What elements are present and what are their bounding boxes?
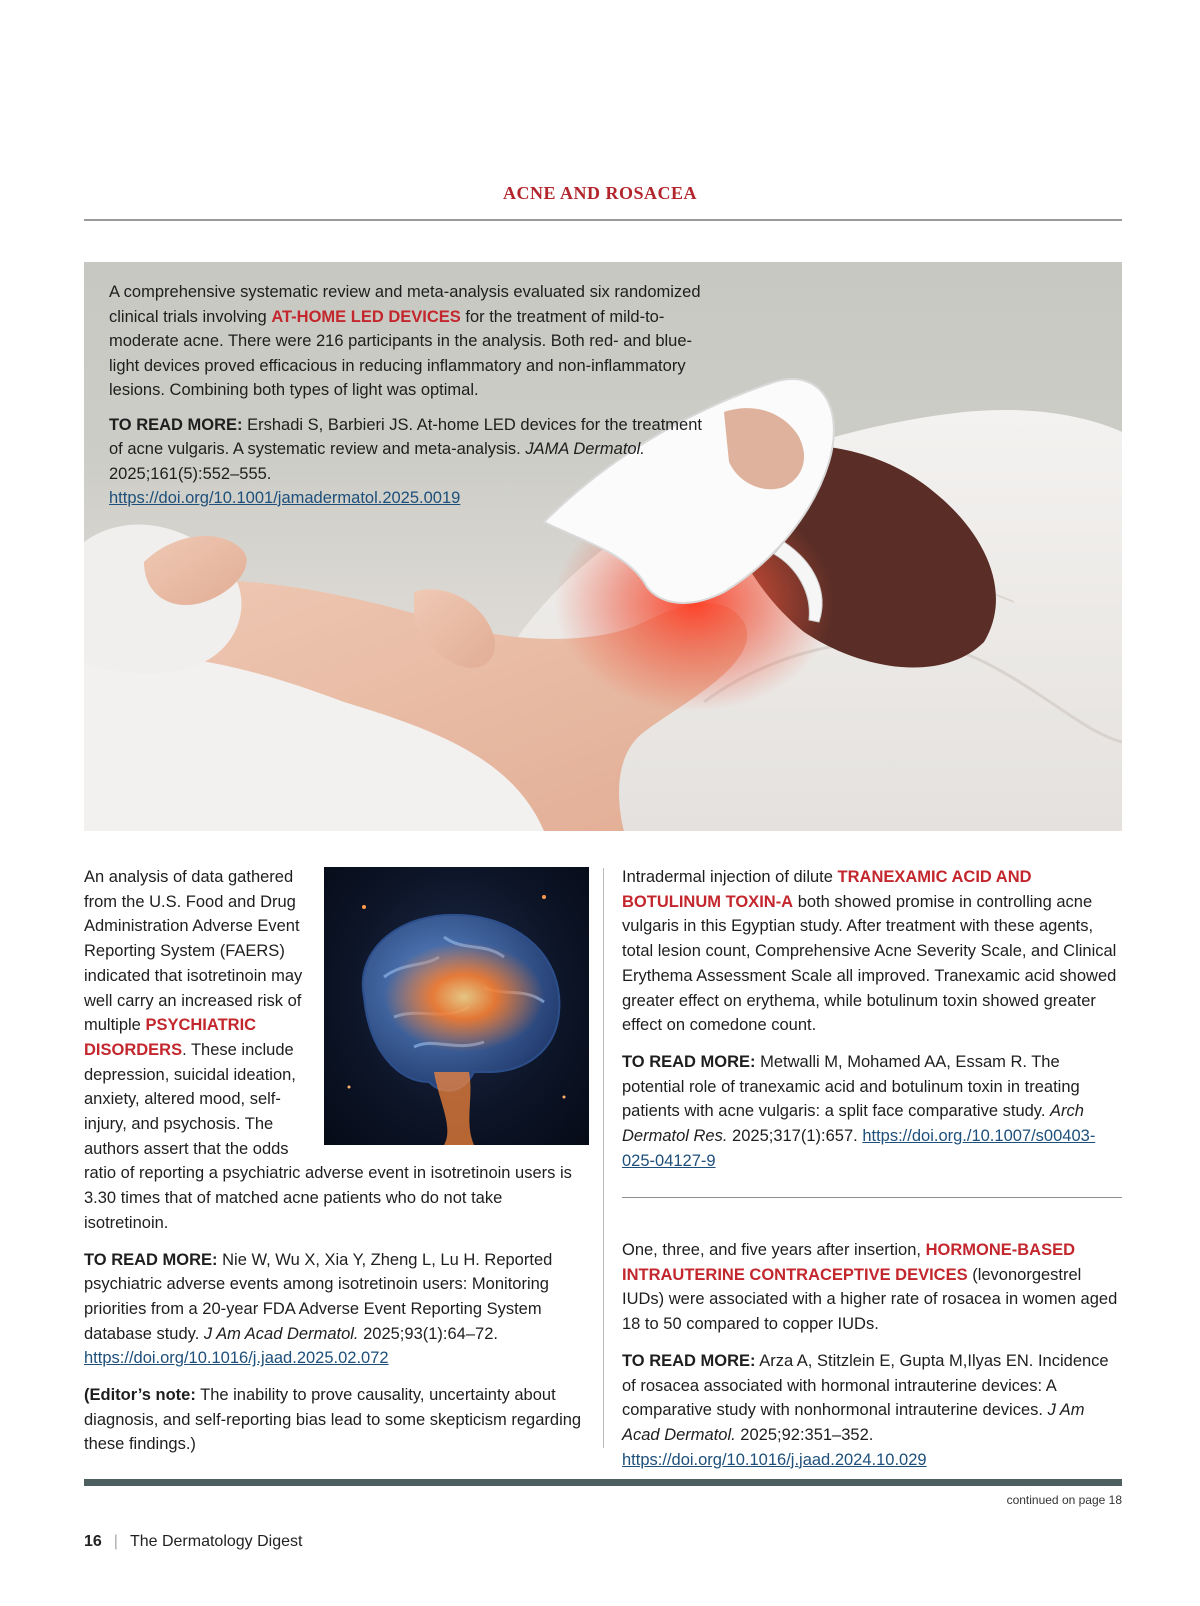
- editor-note-text: The inability to prove causality, uncertainty about diagnosis, and self-reporting bias lead to some skepticism regarding these findings.): [84, 1386, 582, 1454]
- page-number: 16: [84, 1533, 102, 1550]
- right1-body-text-after: both showed promise in controlling acne vulgaris in this Egyptian study. After treatment with these agents, total lesion count, Comprehensive Acne Severity Scale, and Clinical Erythema Assessment Scale all improved. Tranexamic acid showed greater effect on erythema, while botulinum toxin showed greater effect on comedone count.: [622, 892, 1117, 1035]
- citation: 2025;93(1):64–72.: [358, 1324, 498, 1343]
- doi-link[interactable]: https://doi.org/10.1016/j.jaad.2024.10.029: [622, 1450, 927, 1469]
- section-title: ACNE AND ROSACEA: [502, 183, 698, 203]
- editor-note: [84, 1383, 589, 1457]
- hero-reference: [109, 413, 719, 511]
- left-article: [84, 865, 589, 1469]
- read-more-label: TO READ MORE:: [622, 1052, 756, 1071]
- doi-link[interactable]: https://doi.org/10.1016/j.jaad.2025.02.072: [84, 1349, 389, 1368]
- right-article-2: [622, 1238, 1122, 1484]
- right1-reference: [622, 1050, 1122, 1174]
- citation: 2025;161(5):552–555.: [109, 464, 272, 483]
- page-footer: [84, 1533, 302, 1551]
- doi-link[interactable]: https://doi.org./10.1007/s00403-025-04127-9: [622, 1127, 1096, 1170]
- right2-body-text-after: (levonorgestrel IUDs) were associated with a higher rate of rosacea in women aged 18 to 50 compared to copper IUDs.: [622, 1265, 1118, 1334]
- left-body-text: An analysis of data gathered from the U.S. Food and Drug Administration Adverse Event Reporting System (FAERS) indicated that isotretinoin may well carry an increased risk of multiple: [84, 868, 303, 1035]
- article-divider: [622, 1197, 1122, 1198]
- reference-text: Nie W, Wu X, Xia Y, Zheng L, Lu H. Reported psychiatric adverse events among isotretinoin users: Monitoring priorities from a 20-year FDA Adverse Event Reporting System database study.: [84, 1250, 553, 1343]
- left-body-text-after: . These include depression, suicidal ideation, anxiety, altered mood, self-injury, and psychosis. The authors assert that the odds ratio of reporting a psychiatric adverse event in isotretinoin users is 3.30 times that of matched acne patients who do not take isotretinoin.: [84, 1040, 572, 1232]
- right1-paragraph: [622, 865, 1122, 1038]
- read-more-label: TO READ MORE:: [622, 1351, 756, 1370]
- journal-name: J Am Acad Dermatol.: [622, 1401, 1085, 1444]
- left-highlight: PSYCHIATRIC DISORDERS: [84, 1016, 257, 1059]
- journal-name: Arch Dermatol Res.: [622, 1102, 1084, 1146]
- doi-link[interactable]: https://doi.org/10.1001/jamadermatol.2025.0019: [109, 489, 461, 507]
- bottom-rule-bar: [84, 1479, 1122, 1486]
- journal-name: JAMA Dermatol.: [525, 440, 645, 458]
- right2-body-text: One, three, and five years after insertion,: [622, 1241, 926, 1259]
- brain-illustration: [324, 867, 589, 1145]
- right2-highlight: HORMONE-BASED INTRAUTERINE CONTRACEPTIVE DEVICES: [622, 1241, 1075, 1284]
- editor-note-label: (Editor’s note:: [84, 1386, 196, 1405]
- footer-separator: |: [113, 1533, 118, 1550]
- brain-icon: [324, 867, 589, 1145]
- hero-photo-panel: [84, 262, 1122, 831]
- right1-highlight: TRANEXAMIC ACID AND BOTULINUM TOXIN-A: [622, 868, 1032, 911]
- hero-body-text: A comprehensive systematic review and meta-analysis evaluated six randomized clinical trials involving: [109, 283, 701, 326]
- top-divider: [84, 219, 1122, 221]
- column-divider: [603, 868, 604, 1448]
- reference-text: Metwalli M, Mohamed AA, Essam R. The potential role of tranexamic acid and botulinum toxin in treating patients with acne vulgaris: a split face comparative study.: [622, 1052, 1080, 1121]
- hero-body-text-after: for the treatment of mild-to-moderate acne. There were 216 participants in the analysis. Both red- and blue-light devices proved efficacious in reducing inflammatory and non-inflammatory lesions. Combining both types of light was optimal.: [109, 307, 693, 399]
- right2-reference: [622, 1349, 1122, 1473]
- journal-name: J Am Acad Dermatol.: [203, 1324, 359, 1343]
- reference-text: Ershadi S, Barbieri JS. At-home LED devices for the treatment of acne vulgaris. A systematic review and meta-analysis.: [109, 415, 702, 458]
- reference-text: Arza A, Stitzlein E, Gupta M,Ilyas EN. Incidence of rosacea associated with hormonal intrauterine devices: A comparative study with nonhormonal intrauterine devices.: [622, 1351, 1109, 1420]
- read-more-label: TO READ MORE:: [84, 1250, 218, 1269]
- hero-text-block: [109, 280, 719, 521]
- read-more-label: TO READ MORE:: [109, 415, 243, 434]
- publication-name: The Dermatology Digest: [129, 1533, 303, 1550]
- right-article-1: [622, 865, 1122, 1185]
- right1-body-text: Intradermal injection of dilute: [622, 868, 838, 886]
- continued-note: continued on page 18: [1006, 1493, 1122, 1507]
- citation: 2025;317(1):657.: [727, 1127, 863, 1146]
- hero-paragraph: [109, 280, 719, 403]
- left-reference: [84, 1248, 589, 1372]
- hero-highlight: AT-HOME LED DEVICES: [271, 307, 461, 326]
- right2-paragraph: [622, 1238, 1122, 1337]
- citation: 2025;92:351–352.: [735, 1425, 874, 1444]
